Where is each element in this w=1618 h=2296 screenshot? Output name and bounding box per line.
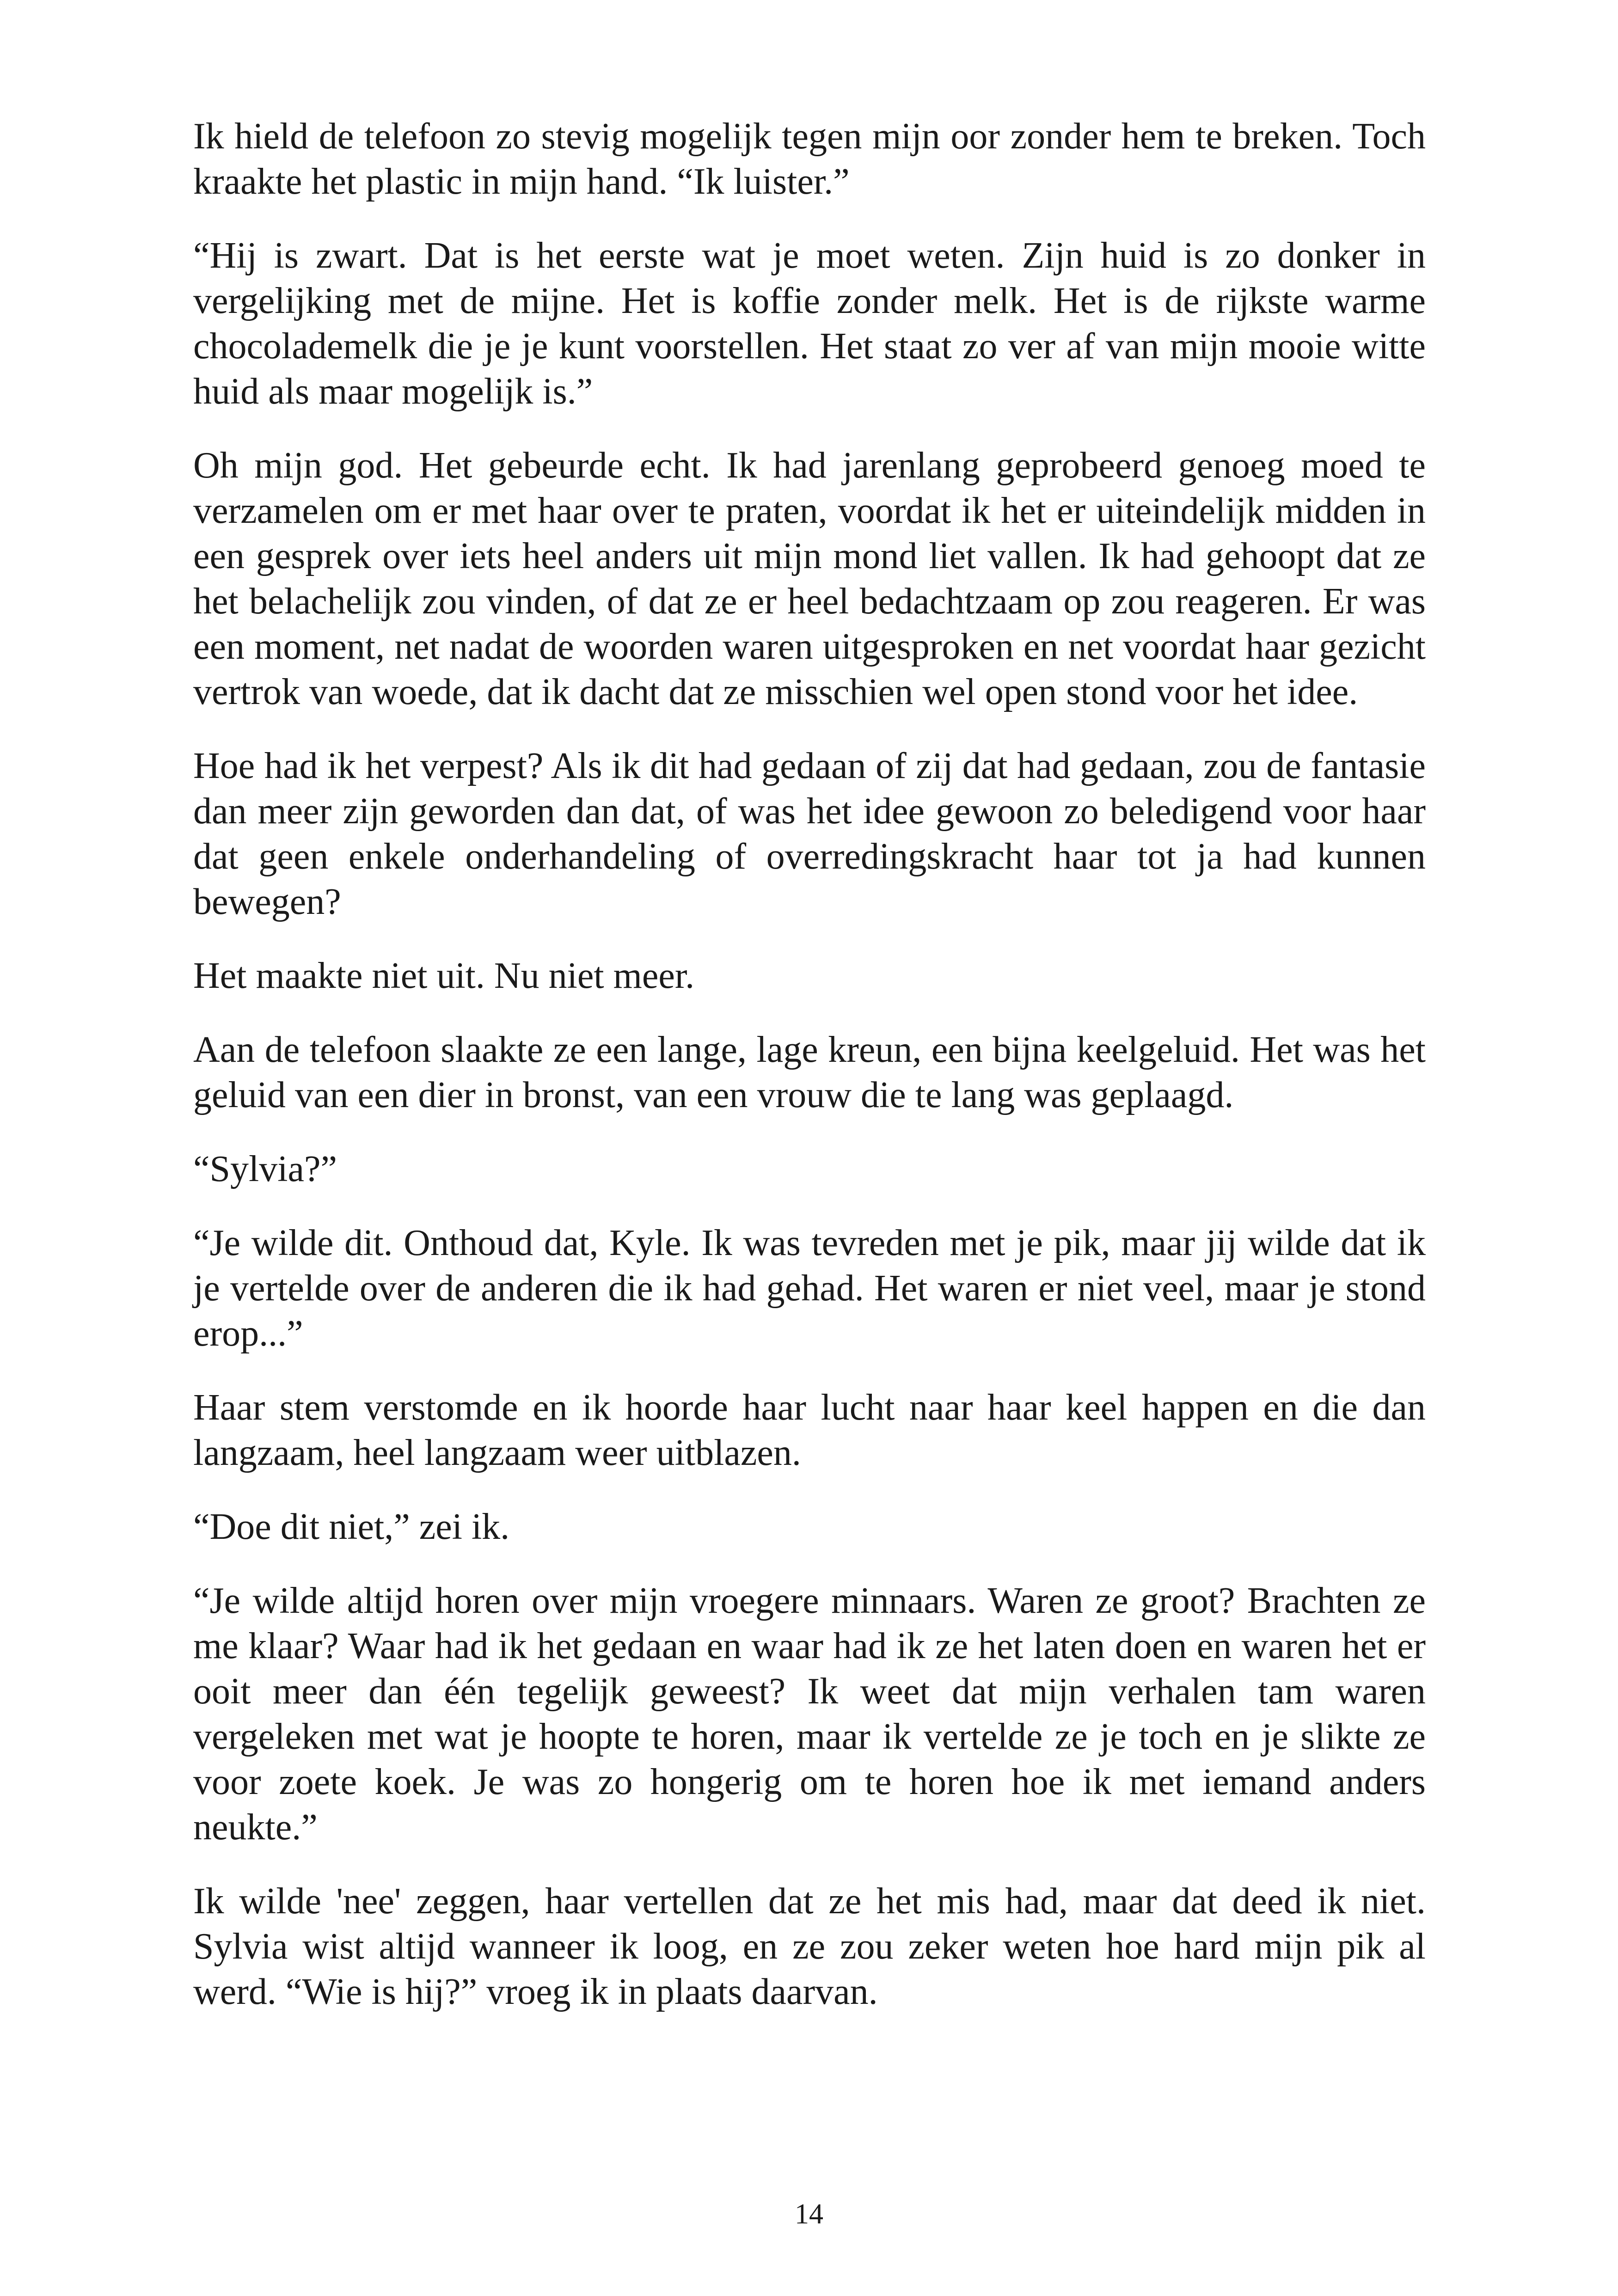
paragraph-1: Ik hield de telefoon zo stevig mogelijk tegen mijn oor zonder hem te breken. Toch kraakte het plastic in mijn hand. “Ik luister.” [193,116,1426,202]
paragraph-2: “Hij is zwart. Dat is het eerste wat je moet weten. Zijn huid is zo donker in vergelijking met de mijne. Het is koffie zonder melk. Het is de rijkste warme chocolademelk die je je kunt voorstellen. Het staat zo ver af van mijn mooie witte huid als maar mogelijk is.” [193,235,1426,412]
paragraph-11: “Je wilde altijd horen over mijn vroegere minnaars. Waren ze groot? Brachten ze me klaar? Waar had ik het gedaan en waar had ik ze het laten doen en waren het er ooit meer dan één tegelijk geweest? Ik weet dat mijn verhalen tam waren vergeleken met wat je hoopte te horen, maar ik vertelde ze je toch en je slikte ze voor zoete koek. Je was zo hongerig om te horen hoe ik met iemand anders neukte.” [193,1580,1426,1848]
paragraph-5: Het maakte niet uit. Nu niet meer. [193,955,695,996]
paragraph-3: Oh mijn god. Het gebeurde echt. Ik had jarenlang geprobeerd genoeg moed te verzamelen om er met haar over te praten, voordat ik het er uiteindelijk midden in een gesprek over iets heel anders uit mijn mond liet vallen. Ik had gehoopt dat ze het belachelijk zou vinden, of dat ze er heel bedachtzaam op zou reageren. Er was een moment, net nadat de woorden waren uitgesproken en net voordat haar gezicht vertrok van woede, dat ik dacht dat ze misschien wel open stond voor het idee. [193,445,1426,712]
paragraph-10: “Doe dit niet,” zei ik. [193,1506,510,1547]
paragraph-7: “Sylvia?” [193,1149,337,1189]
paragraph-12: Ik wilde 'nee' zeggen, haar vertellen dat ze het mis had, maar dat deed ik niet. Sylvia wist altijd wanneer ik loog, en ze zou zeker weten hoe hard mijn pik al werd. “Wie is hij?” vroeg ik in plaats daarvan. [193,1881,1426,2012]
paragraph-4: Hoe had ik het verpest? Als ik dit had gedaan of zij dat had gedaan, zou de fantasie dan meer zijn geworden dan dat, of was het idee gewoon zo beledigend voor haar dat geen enkele onderhandeling of overredingskracht haar tot ja had kunnen bewegen? [193,746,1426,922]
paragraph-8: “Je wilde dit. Onthoud dat, Kyle. Ik was tevreden met je pik, maar jij wilde dat ik je vertelde over de anderen die ik had gehad. Het waren er niet veel, maar je stond erop...” [193,1223,1426,1354]
paragraph-9: Haar stem verstomde en ik hoorde haar lucht naar haar keel happen en die dan langzaam, heel langzaam weer uitblazen. [193,1387,1426,1473]
page-number: 14 [795,2198,823,2230]
paragraph-6: Aan de telefoon slaakte ze een lange, lage kreun, een bijna keelgeluid. Het was het geluid van een dier in bronst, van een vrouw die te lang was geplaagd. [193,1029,1426,1115]
body-text [193,114,1426,2043]
